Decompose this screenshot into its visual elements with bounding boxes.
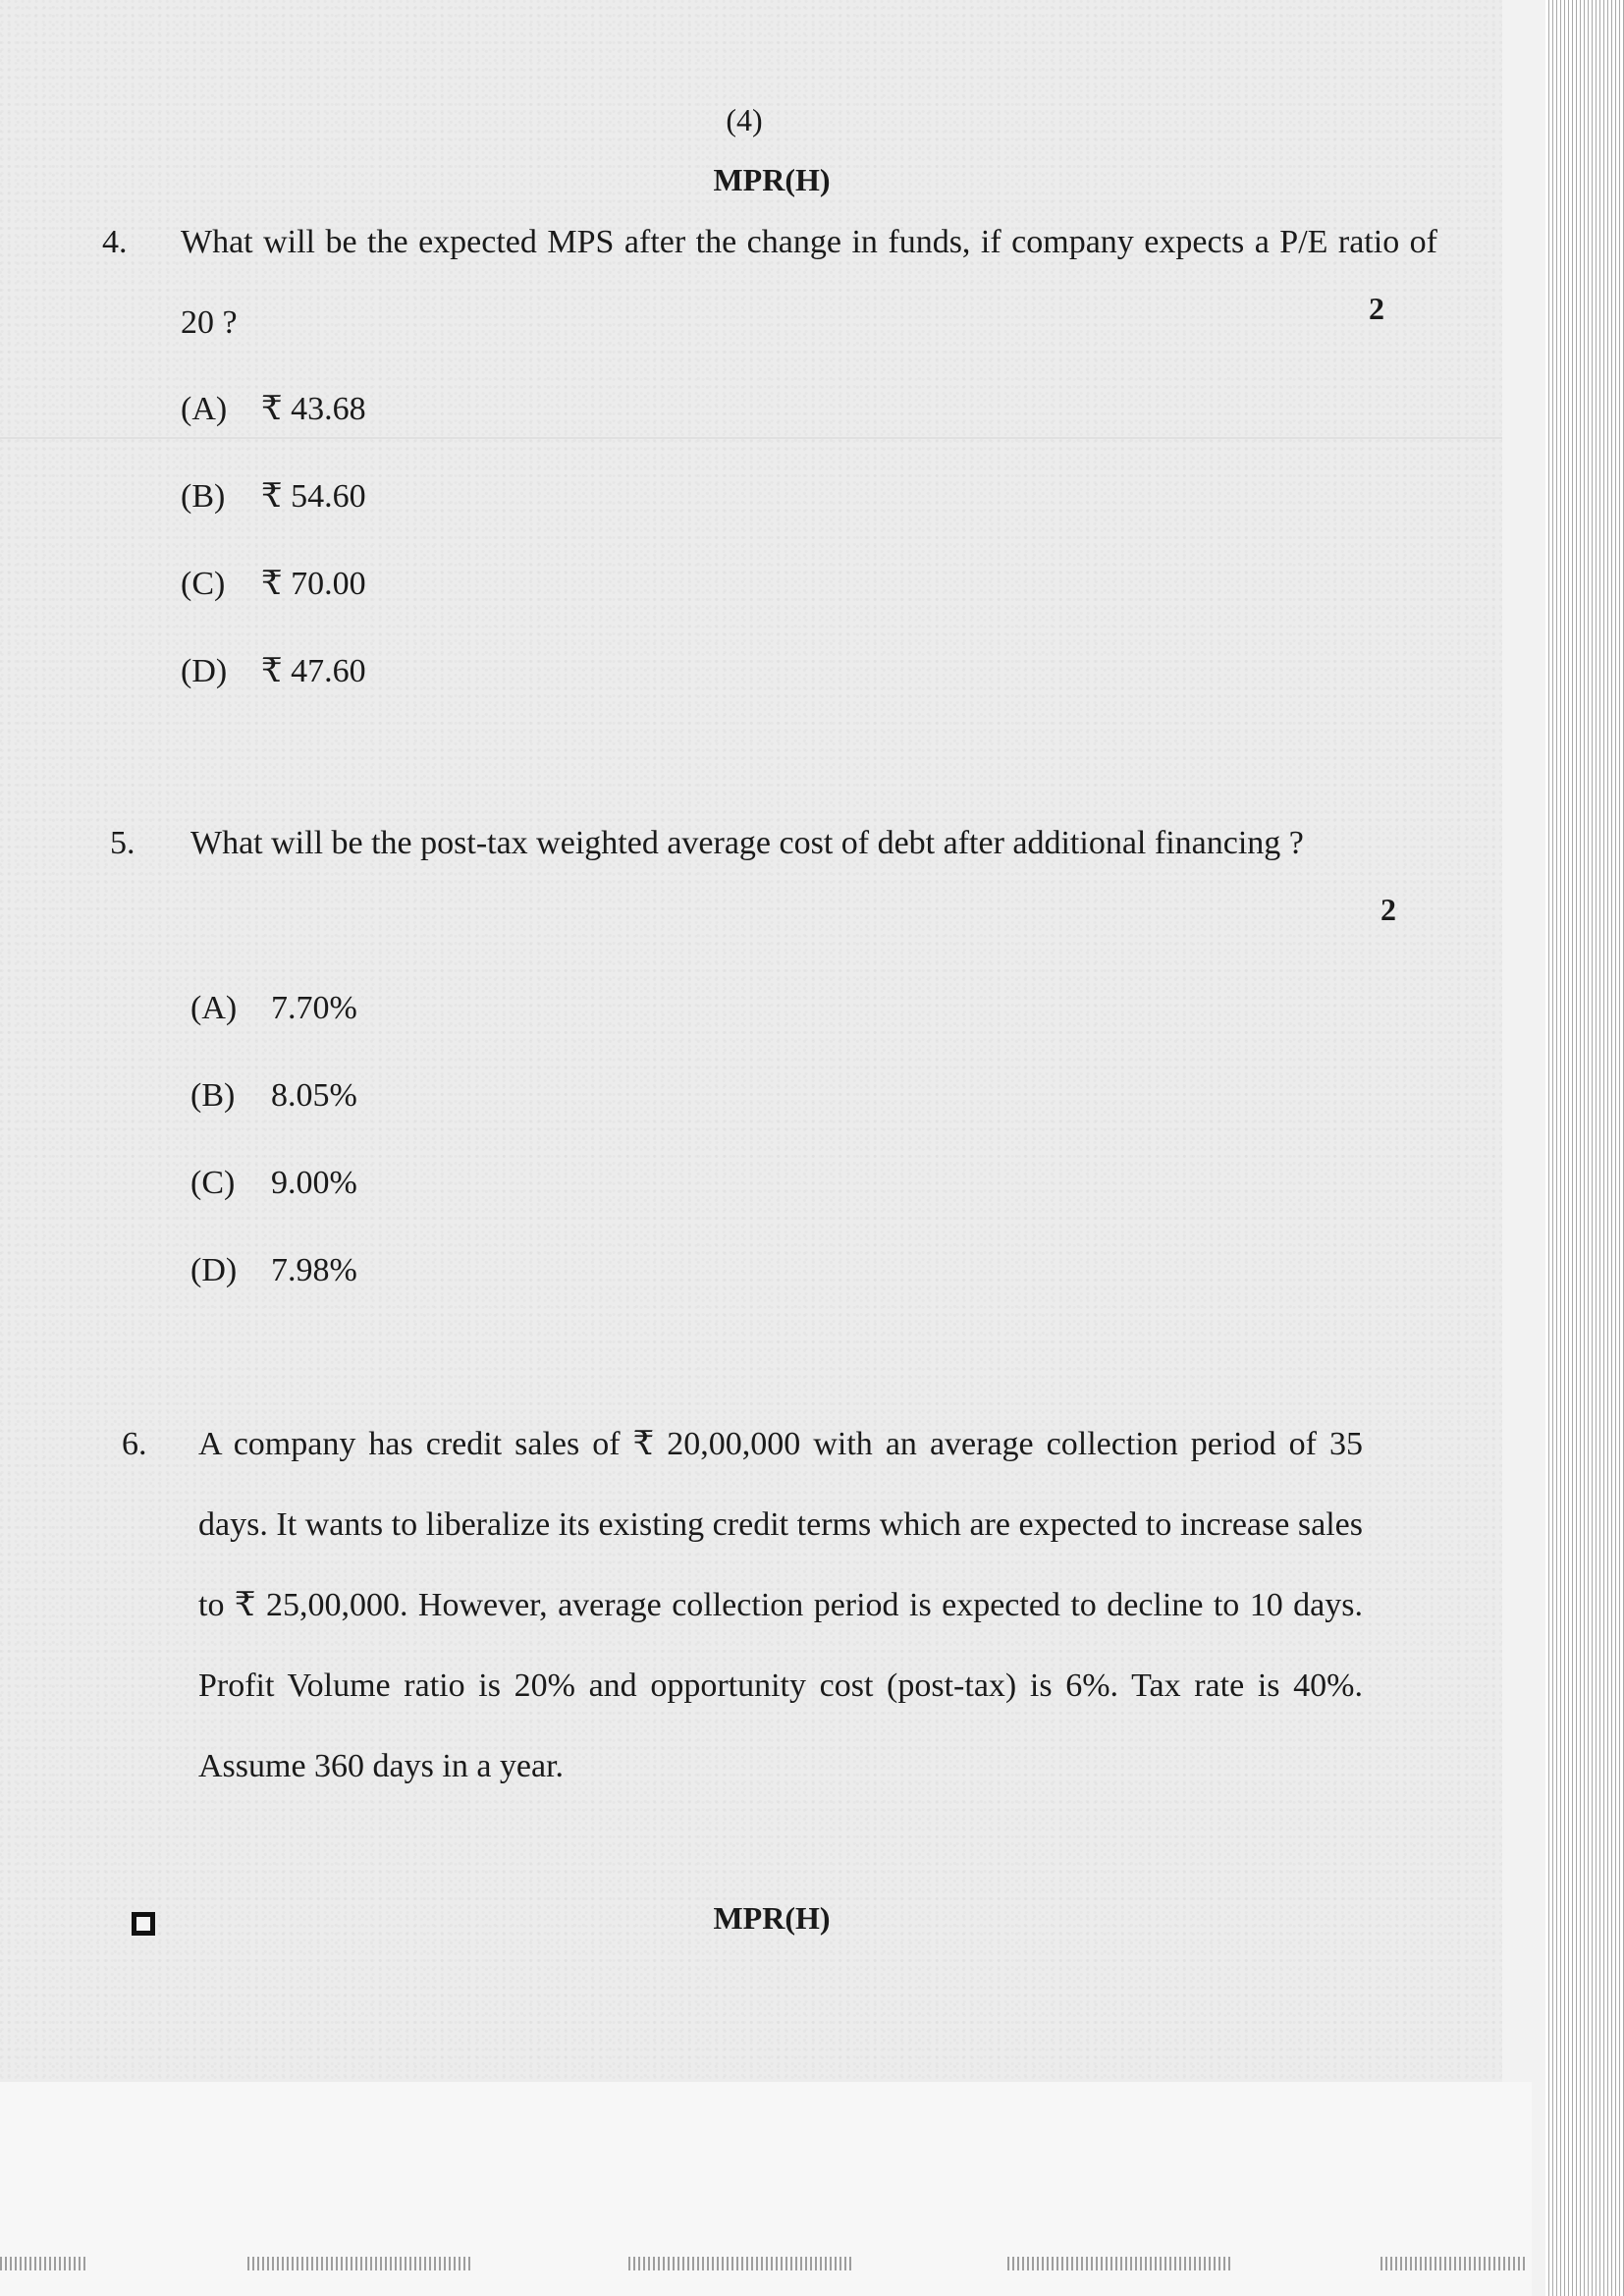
scan-artifact [1380,2257,1528,2270]
answer-options [181,389,366,738]
option-b[interactable] [190,1077,357,1165]
option-label: (B) [181,478,226,515]
scan-artifact [1007,2257,1233,2270]
header-paper-code: MPR(H) [713,162,831,197]
option-label: (C) [181,566,226,602]
option-value: 7.70% [271,990,357,1026]
question-text: What will be the post-tax weighted average cost of debt after additional financing ? [190,825,1304,861]
option-label: (D) [181,653,228,689]
option-label: (A) [190,990,238,1026]
answer-options [190,990,357,1339]
question-5 [110,825,1406,1316]
footer-paper-code: MPR(H) [713,1900,831,1936]
question-text: What will be the expected MPS after the change in funds, if company expects a P/E ratio of 20 ? [181,224,1437,341]
scan-artifact [0,2257,88,2270]
scan-artifact [247,2257,473,2270]
option-label: (D) [190,1252,238,1288]
option-value: ₹ 47.60 [261,653,366,689]
option-b[interactable] [181,476,366,564]
option-label: (B) [190,1077,236,1114]
question-marks: 2 [1380,892,1396,927]
question-6 [122,1426,1379,1799]
option-label: (A) [181,391,228,427]
option-a[interactable] [190,990,357,1077]
option-label: (C) [190,1165,236,1201]
option-d[interactable] [190,1252,357,1339]
option-c[interactable] [181,564,366,651]
question-text: A company has credit sales of ₹ 20,00,000 with an average collection period of 35 days. It wants to liberalize its existing credit terms which are expected to increase sales to ₹ 25,00,000. However, average collection period is expected to decline to 10 days. Profit Volume ratio is 20% and opportunity cost (post-tax) is 6%. Tax rate is 40%. Assume 360 days in a year. [198,1426,1363,1784]
option-value: 9.00% [271,1165,357,1201]
option-value: ₹ 54.60 [261,478,366,515]
question-number: 4. [102,224,128,260]
option-value: 8.05% [271,1077,357,1114]
option-value: ₹ 70.00 [261,566,366,602]
option-c[interactable] [190,1165,357,1252]
option-a[interactable] [181,389,366,476]
option-value: ₹ 43.68 [261,391,366,427]
question-4 [102,224,1437,715]
option-value: 7.98% [271,1252,357,1288]
page-number: (4) [726,102,763,137]
option-d[interactable] [181,651,366,738]
scan-edge-lines [1545,0,1624,2296]
scan-artifact [628,2257,854,2270]
question-number: 6. [122,1426,147,1462]
question-number: 5. [110,825,135,861]
question-marks: 2 [1369,291,1384,326]
